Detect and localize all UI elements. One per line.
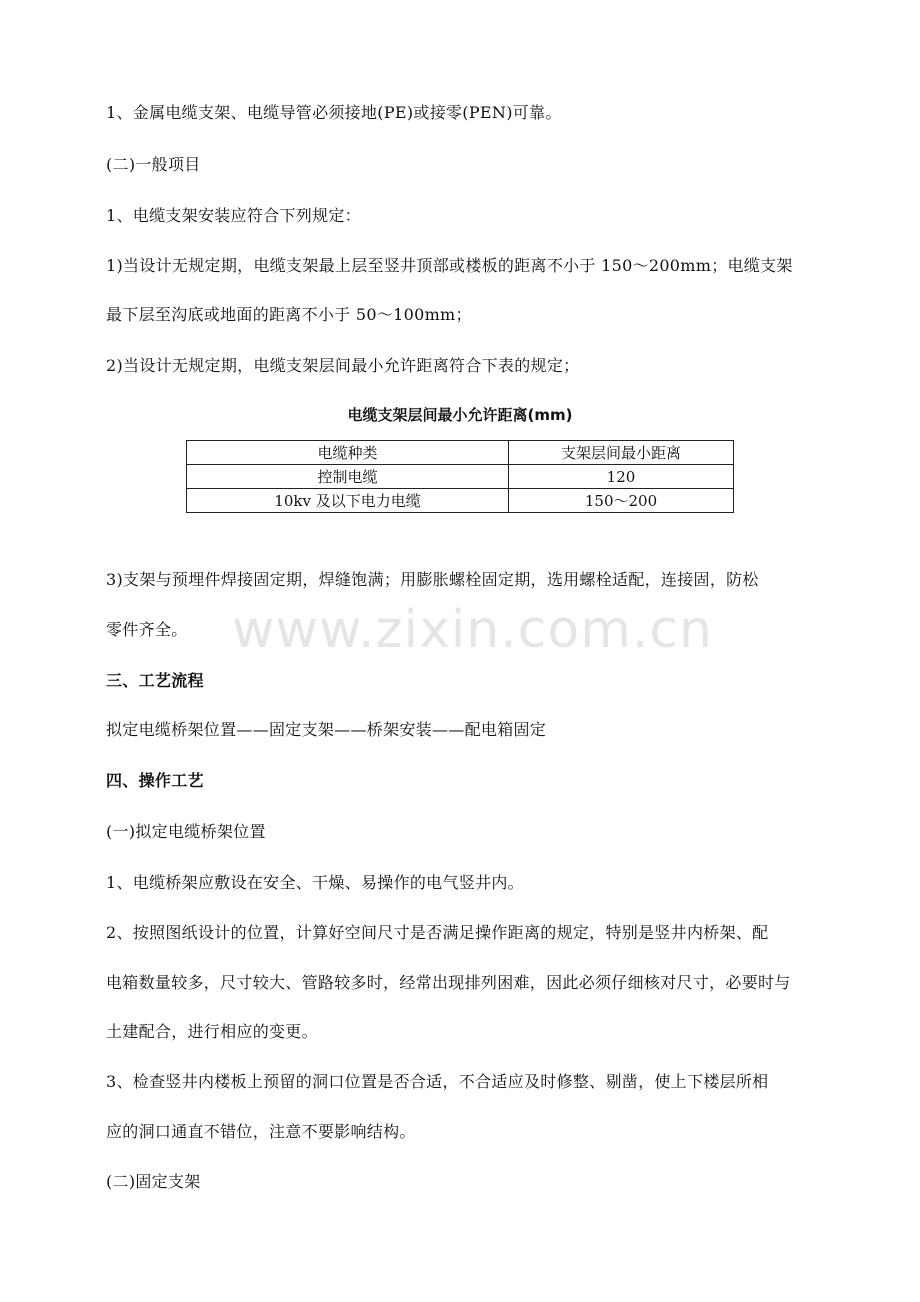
table-row — [187, 489, 734, 513]
table-header-cell: 电缆种类 — [187, 441, 509, 465]
paragraph-tray-3-line-1: 3、检查竖井内楼板上预留的洞口位置是否合适，不合适应及时修整、剔凿，使上下楼层所相 — [106, 1072, 769, 1091]
paragraph-tray-2-line-1: 2、按照图纸设计的位置，计算好空间尺寸是否满足操作距离的规定，特别是竖井内桥架、配 — [106, 923, 769, 942]
table-cell: 150～200 — [509, 489, 734, 513]
table-cell: 控制电缆 — [187, 465, 509, 489]
table-cell: 10kv 及以下电力电缆 — [187, 489, 509, 513]
paragraph-rule-1-line-2: 最下层至沟底或地面的距离不小于 50～100mm； — [106, 305, 472, 324]
paragraph-rule-2: 2)当设计无规定期，电缆支架层间最小允许距离符合下表的规定； — [106, 356, 580, 375]
heading-operation: 四、操作工艺 — [106, 771, 204, 790]
spacing-table — [186, 440, 734, 513]
paragraph-rule-1-line-1: 1)当设计无规定期，电缆支架最上层至竖井顶部或楼板的距离不小于 150～200mm；电缆支架 — [106, 256, 793, 275]
paragraph-grounding: 1、金属电缆支架、电缆导管必须接地(PE)或接零(PEN)可靠。 — [106, 103, 562, 122]
section-tray-position: (一)拟定电缆桥架位置 — [106, 822, 266, 841]
table-title: 电缆支架层间最小允许距离(mm) — [347, 406, 573, 424]
table-header-cell: 支架层间最小距离 — [509, 441, 734, 465]
table-row — [187, 465, 734, 489]
paragraph-process-flow: 拟定电缆桥架位置——固定支架——桥架安装——配电箱固定 — [106, 720, 547, 739]
paragraph-rule-3-line-1: 3)支架与预埋件焊接固定期，焊缝饱满；用膨胀螺栓固定期，选用螺栓适配，连接固，防松 — [106, 570, 759, 589]
table-cell: 120 — [509, 465, 734, 489]
table-header-row — [187, 441, 734, 465]
paragraph-bracket-rules: 1、电缆支架安装应符合下列规定： — [106, 206, 361, 225]
paragraph-tray-2-line-2: 电箱数量较多，尺寸较大、管路较多时，经常出现排列困难，因此必须仔细核对尺寸，必要时与 — [106, 973, 791, 992]
paragraph-tray-3-line-2: 应的洞口通直不错位，注意不要影响结构。 — [106, 1122, 416, 1141]
section-general-items: (二)一般项目 — [106, 155, 201, 174]
section-fix-bracket: (二)固定支架 — [106, 1172, 201, 1191]
heading-process-flow: 三、工艺流程 — [106, 671, 204, 690]
paragraph-rule-3-line-2: 零件齐全。 — [106, 620, 188, 639]
watermark: www.zixin.com.cn — [232, 600, 713, 660]
paragraph-tray-1: 1、电缆桥架应敷设在安全、干燥、易操作的电气竖井内。 — [106, 873, 524, 892]
paragraph-tray-2-line-3: 土建配合，进行相应的变更。 — [106, 1022, 318, 1041]
